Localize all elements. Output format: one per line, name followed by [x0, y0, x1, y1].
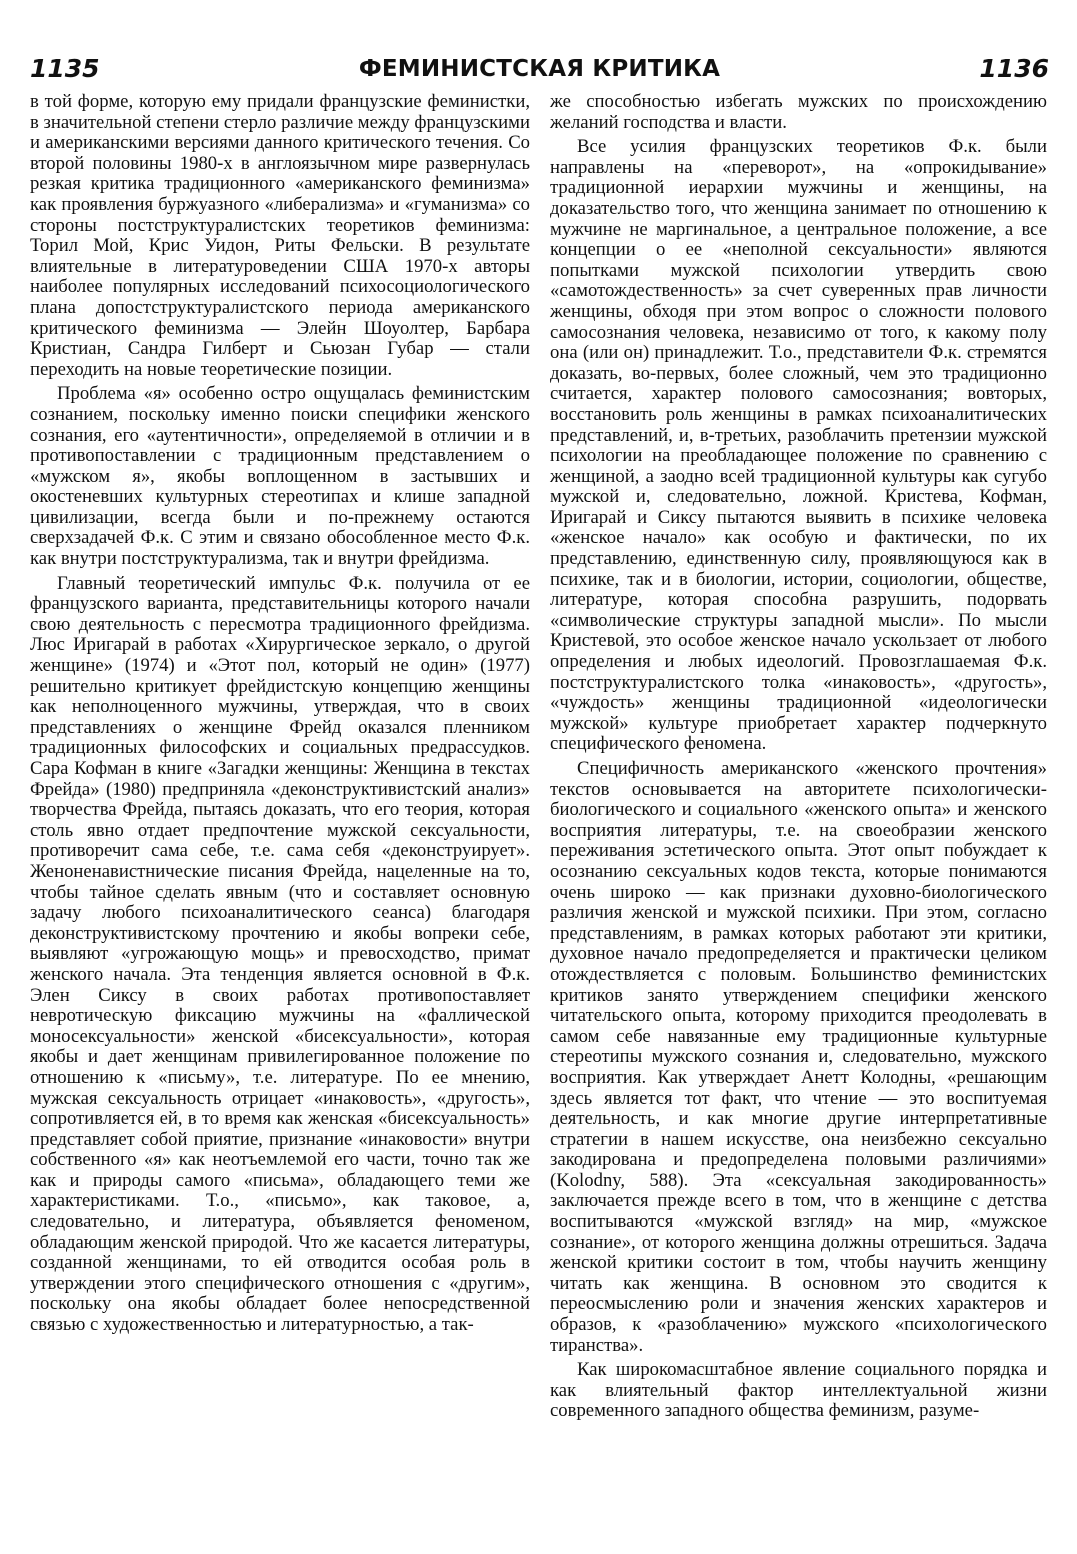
paragraph: Все усилия французских теоретиков Ф.к. были направлены на «переворот», на «опрокидывание» традиционной иерархии мужчины и женщины, на доказательство того, что женщина занимает по отношению к мужчине не маргинальное, а центральное положение, а все концепции о ее «неполной сексуальности» являются попытками мужской психологии утвердить свою «самотождественность» за счет суверенных прав личности женщины, обходя при этом вопрос о сложности полового самосознания человека, независимо от того, к какому полу она (или он) принадлежит. Т.о., представители Ф.к. стремятся доказать, во-первых, более сложный, чем это традиционно считается, характер полового самосознания; вовторых, восстановить роль женщины в рамках психоаналитических представлений, и, в-третьих, разоблачить претензии мужской психологии на преобладающее положение по сравнению с женщиной, а заодно всей традиционной культуры как сугубо мужской и, следовательно, ложной. Кристева, Кофман, Иригарай и Сиксу пытаются выявить в психике человека «женское начало» как особую и фактически, по их представлению, единственную силу, проявляющуюся как в психике, так и в биологии, истории, социологии, обществе, литературе, которая способна разрушить, подорвать «символические структуры западной мысли». По мысли Кристевой, это особое женское начало ускользает от любого определения и любых идеологий. Провозглашаемая Ф.к. постструктуралистского толка «инаковость», «другость», «чуждость» женщины традиционной «идеологически мужской» культуре приобретает характер подчеркнуто специфического феномена. — [550, 136, 1047, 755]
page-number-left: 1135 — [30, 54, 100, 83]
paragraph: Главный теоретический импульс Ф.к. получила от ее французского варианта, представительницы которого начали свою деятельность с пересмотра традиционного фрейдизма. Люс Иригарай в работах «Хирургическое зеркало, о другой женщине» (1974) и «Этот пол, который не один» (1977) решительно критикует фрейдистскую концепцию женщины как неполноценного мужчины, утверждая, что в своих представлениях о женщине Фрейд оказался пленником традиционных философских и социальных предрассудков. Сара Кофман в книге «Загадки женщины: Женщина в текстах Фрейда» (1980) предприняла «деконструктивистский анализ» творчества Фрейда, пытаясь доказать, что его теория, которая столь явно отдает предпочтение мужской сексуальности, противоречит сама себе, т.е. сама себя «деконструирует». Женоненавистнические писания Фрейда, нацеленные на то, чтобы тайное сделать явным (что и составляет основную задачу любого психоаналитического сеанса) благодаря деконструктивистскому прочтению и якобы вопреки себе, выявляют «угрожающую мощь» и превосходство, примат женского начала. Эта тенденция является основной в Ф.к. Элен Сиксу в своих работах противопоставляет невротическую фиксацию мужчины на «фаллической моносексуальности» женской «бисексуальности», которая якобы и дает женщинам привилегированное положение по отношению к «письму», т.е. литературе. По ее мнению, мужская сексуальность отрицает «инаковость», «другость», сопротивляется ей, в то время как женская «бисексуальность» представляет собой приятие, признание «инаковости» внутри собственного «я» как неотъемлемой его части, точно так же как и природы самого «письма», обладающего теми же характеристиками. Т.о., «письмо», как таковое, а, следовательно, и литература, объявляется феноменом, обладающим женской природой. Что же касается литературы, созданной женщинами, то ей отводится особая роль в утверждении этого специфического отношения с «другим», поскольку она якобы обладает более непосредственной связью с художественностью и литературностью, а так- — [30, 572, 530, 1336]
paragraph: Специфичность американского «женского прочтения» текстов основывается на авторитете психологически-биологического и социального «женского опыта» и женского восприятия литературы, т.е. на своеобразии женского переживания эстетического опыта. Этот опыт побуждает к осознанию сексуальных кодов текста, которые понимаются очень широко — как признаки духовно-биологического различия женской и мужской психики. При этом, согласно представлениям, в рамках которых работают эти критики, духовное начало предопределяется и практически целиком отождествляется с половым. Большинство феминистских критиков занято утверждением специфики женского читательского опыта, которому приходится преодолевать в самом себе навязанные ему традиционные культурные стереотипы мужского сознания и, следовательно, мужского восприятия. Как утверждает Анетт Колодны, «решающим здесь является тот факт, что чтение — это воспитуемая деятельность, и как многие другие интерпретативные стратегии в нашем искусстве, она неизбежно сексуально закодирована и предопределена половыми различиями» (Kolodny, 588). Эта «сексуальная закодированность» заключается прежде всего в том, что в женщине с детства воспитываются «мужской взгляд» на мир, «мужское сознание», от которого женщина должны отрешиться. Задача женской критики состоит в том, чтобы научить женщину читать как женщина. В основном это сводится к переосмыслению роли и значения женских характеров и образов, к «разоблачению» мужского «психологического тиранства». — [550, 758, 1047, 1356]
running-header — [30, 52, 1049, 86]
paragraph: Как широкомасштабное явление социального порядка и как влиятельный фактор интеллектуальной жизни современного западного общества феминизм, разуме- — [550, 1359, 1047, 1422]
paragraph: в той форме, которую ему придали французские феминистки, в значительной степени стерло различие между французскими и американскими версиями данного критического течения. Со второй половины 1980-х в англоязычном мире развернулась резкая критика традиционного «американского феминизма» как проявления буржуазного «либерализма» и «гуманизма» со стороны постструктуралистских теоретиков феминизма: Торил Мой, Крис Уидон, Риты Фельски. В результате влиятельные в литературоведении США 1970-х авторы наиболее популярных исследований психосоциологического плана допостструктуралистского периода американского критического феминизма — Элейн Шоуолтер, Барбара Кристиан, Сандра Гилберт и Сьюзан Губар — стали переходить на новые теоретические позиции. — [30, 91, 531, 380]
paragraph: же способностью избегать мужских по происхождению желаний господства и власти. — [550, 91, 1047, 133]
left-column — [30, 92, 530, 1336]
paragraph: Проблема «я» особенно остро ощущалась феминистским сознанием, поскольку именно поиски специфики женского сознания, его «аутентичности», определяемой в отличии и в противопоставлении с традиционным представлением о «мужском я», якобы воплощенном в застывших и окостеневших культурных стереотипах и клише западной цивилизации, всегда были и по-прежнему остаются сверхзадачей Ф.к. С этим и связано обособленное место Ф.к. как внутри постструктурализма, так и внутри фрейдизма. — [30, 383, 530, 570]
page-number-right: 1136 — [979, 54, 1049, 83]
right-column — [550, 92, 1047, 1422]
running-title: ФЕМИНИСТСКАЯ КРИТИКА — [358, 56, 721, 82]
